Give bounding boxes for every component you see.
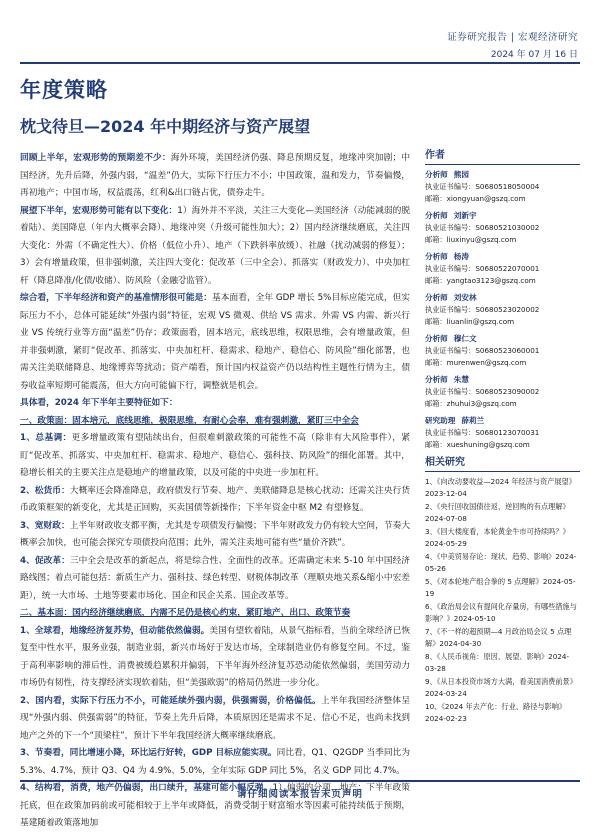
author-title xyxy=(425,251,580,263)
section-heading: 二、基本面：国内经济继续磨底，内需不足仍是核心约束，紧盯地产、出口、政策节奏 xyxy=(20,608,351,618)
author-card xyxy=(425,210,580,246)
related-item[interactable]: 5、《对本轮地产组合拳的 5 点理解》2024-05-19 xyxy=(425,577,576,598)
item-body: 1）偏弱的分项，地产：下半年政策托底，但在政策加码前或可能相较于上半年或降低，消费受制于财富缩水等因素可能持续低于预期，基建随着政策落地加 xyxy=(20,783,410,828)
paragraph xyxy=(20,203,410,291)
email-label: 邮箱： xyxy=(425,276,447,285)
item-lead: 1、全球看，地缘经济复苏势，但动能依然偏弱。 xyxy=(20,625,210,636)
email-label: 邮箱： xyxy=(425,194,447,203)
author-email xyxy=(425,357,580,369)
author-email xyxy=(425,398,580,410)
item-lead: 1、总基调： xyxy=(20,433,72,443)
specific-label: 具体看，2024 年下半年主要特征如下： xyxy=(20,398,178,408)
email-label: 邮箱： xyxy=(425,235,447,244)
item-body: 更多增量政策有望陆续出台，但很难刺激政策的可能性不高（除非有大风险事件），紧盯“促改革、抓落实、中央加杠杆、稳需求、稳地产、稳信心、强科技、防风险”的细化部署。其中，稳增长相关的主要关注点是稳地产的增量政策，以及可能的中央进一步加杠杆。 xyxy=(20,433,411,478)
cert-label: 执业证书编号： xyxy=(425,182,476,191)
cert-number: S0680523090002 xyxy=(475,387,540,396)
section-heading: 一、政策面：固本培元，底线思维，极限思维，有耐心会奉，难有强刺激，紧盯三中全会 xyxy=(20,415,359,426)
item-lead: 4、结构看，消费，地产仍偏弱，出口续升，基建可能小幅反弹。 xyxy=(20,783,273,793)
author-name: 薛莉兰 xyxy=(461,416,485,425)
author-role: 分析师 xyxy=(425,211,448,220)
item-body: 同比看，Q1、Q2GDP 当季同比为 5.3%、4.7%，预计 Q3、Q4 为 4.9%、5.0%，全年实际 GDP 同比 5%，名义 GDP 同比 4.7%。 xyxy=(20,748,411,776)
author-cert xyxy=(425,263,580,275)
author-title xyxy=(425,210,580,222)
section-item xyxy=(20,483,410,518)
item-lead: 2、松货币： xyxy=(20,485,70,496)
email-label: 邮箱： xyxy=(425,399,447,408)
related-item[interactable]: 1、《向改动要收益—2024 年经济与资产展望》2023-12-04 xyxy=(425,477,576,498)
doc-type-heading: 年度策略 xyxy=(20,78,108,102)
cert-number: S0680518050004 xyxy=(475,182,540,191)
email-address[interactable]: zhuhui3@gszq.com xyxy=(446,399,517,408)
author-card xyxy=(425,333,580,369)
report-date: 2024 年 07 月 16 日 xyxy=(490,50,578,60)
related-item[interactable]: 9、《从日本投资市场方大满，看美国消费前景》2024-03-24 xyxy=(425,677,577,698)
author-role: 分析师 xyxy=(425,334,448,343)
email-label: 邮箱： xyxy=(425,358,447,367)
paragraph xyxy=(20,290,410,395)
author-role: 研究助理 xyxy=(425,416,456,425)
email-address[interactable]: murenwen@gszq.com xyxy=(446,358,527,367)
author-cert xyxy=(425,181,580,193)
related-item[interactable]: 2、《央行回收国债往返、逆回购的有点理解》2024-07-08 xyxy=(425,502,570,523)
footer-disclaimer: 请仔细阅读本报告末页声明 xyxy=(236,789,363,800)
cert-number: S0680123070031 xyxy=(475,428,540,437)
author-email xyxy=(425,439,580,451)
paragraph xyxy=(20,150,410,203)
cert-number: S0680523060001 xyxy=(475,346,540,355)
author-card xyxy=(425,251,580,287)
author-title xyxy=(425,169,580,181)
email-address[interactable]: liuanlin@gszq.com xyxy=(446,317,515,326)
paragraph-body: 海外环境，美国经济仍强、降息预期反复，地缘冲突加剧；中国经济，先升后降，外强内弱，“温差”仍大，实际下行压力不小；中国政策，温和发力，节奏偏慢，再初地产；中国市场，权益震荡，红利&出口链占优，债券走牛。 xyxy=(20,153,411,198)
author-title xyxy=(425,415,580,427)
author-name: 穆仁文 xyxy=(453,334,477,343)
author-name: 刘安林 xyxy=(453,293,477,302)
author-name: 杨涛 xyxy=(453,252,469,261)
related-item[interactable]: 6、《政治局会议有提间化存量房，有哪些措施与影响？》2024-05-10 xyxy=(425,602,577,623)
author-cert xyxy=(425,222,580,234)
author-role: 分析师 xyxy=(425,293,448,302)
author-card xyxy=(425,292,580,328)
item-lead: 3、宽财政： xyxy=(20,520,70,531)
related-item[interactable]: 10、《2024 年去产化：行业、路径与影响》2024-02-23 xyxy=(425,702,567,723)
author-card xyxy=(425,374,580,410)
author-cert xyxy=(425,386,580,398)
report-category: 证券研究报告 | 宏观经济研究 xyxy=(447,32,578,43)
author-cert xyxy=(425,427,580,439)
email-address[interactable]: yangtao3123@gszq.com xyxy=(446,276,536,285)
item-body: 上半年财政收支都平衡，尤其是专项债发行偏慢；下半年财政发力仍有较大空间，节奏大概率会加快，也可能会探究专项债投向范围；此外，需关注卖地可能有些“量价齐跌”。 xyxy=(20,520,411,548)
author-name: 熊园 xyxy=(453,170,469,179)
author-cert xyxy=(425,345,580,357)
sidebar xyxy=(425,150,580,775)
cert-label: 执业证书编号： xyxy=(425,346,476,355)
item-lead: 2、国内看，实际下行压力不小，可能延续外强内弱，供强需弱，价格偏低。 xyxy=(20,695,321,706)
section-item xyxy=(20,430,410,483)
item-body: 美国有望软着陆，从景气指标看，当前全球经济已恢复至中性水平，服务业强，制造业弱，新兴市场好于发达市场，全球制造业仍有修复空间。不过，鉴于高利率影响的滞后性，消费被缓趋累积并偏弱，下半年海外经济复苏恐动能依然偏弱，美国劳动力市场仍有韧性，待支撑经济实现软着陆，但“美强欧弱”的格局仍然进一步分化。 xyxy=(20,625,411,688)
author-role: 分析师 xyxy=(425,170,448,179)
author-role: 分析师 xyxy=(425,252,448,261)
paragraph-body: 1）海外并不平淡，关注三大变化—美国经济（动能减弱的脱着陆）、美国降息（年内大概率会降）、地缘冲突（升级可能性加大）；2）国内经济继续磨底，关注四大变化：外需（不确定性大）、价格（低位小升）、地产（下跌斜率放缓）、社融（扰动减弱的修复）；3）会有增量政策，但非强刺激，关注四大变化：促改革（三中全会）、抓落实（财政发力）、中央加杠杆（降息降准/化债/收储）、防风险（金融강监管）。 xyxy=(20,205,411,286)
related-item[interactable]: 7、《不一样的超预期—4 月政治局会议 5 点理解》2024-04-30 xyxy=(425,627,572,648)
author-title xyxy=(425,292,580,304)
author-card xyxy=(425,169,580,205)
author-role: 分析师 xyxy=(425,375,448,384)
paragraph-body: 基本面看，全年 GDP 增长 5%目标应能完成，但实际压力不小，总体可能延续“外强内弱”特征，宏观 VS 微观、供给 VS 需求、外需 VS 内需、新兴行业 VS 传统行业等方面“温差”仍存；政策面看，固本培元，底线思维，权限思维，会有增量政策，但并非强刺激，紧盯“促改革、抓落实、中央加杠杆、稳需求、稳地产、稳信心、防风险”细化部署，也需关注美联储降息、地缘博弈等扰动；资产端看，预计国内权益资产仍以结构性主题性行情为主，债券收益率短期可能震荡，但大方向可能偏下行，调整就是机会。 xyxy=(20,293,410,391)
cert-label: 执业证书编号： xyxy=(425,223,476,232)
page-title: 枕戈待旦—2024 年中期经济与资产展望 xyxy=(20,117,311,136)
item-lead: 3、节奏看，同比增速小降，环比运行好转，GDP 目标应能实现。 xyxy=(20,748,277,758)
paragraph-lead: 展望下半年，宏观形势可能有以下变化： xyxy=(20,205,178,216)
paragraph-lead: 综合看，下半年经济和资产的基准情形很可能是： xyxy=(20,293,213,303)
email-label: 邮箱： xyxy=(425,317,447,326)
section-item xyxy=(20,518,410,553)
item-lead: 4、促改革： xyxy=(20,555,70,566)
author-name: 刘新宇 xyxy=(453,211,477,220)
section-item xyxy=(20,745,410,780)
author-email xyxy=(425,193,580,205)
cert-label: 执业证书编号： xyxy=(425,428,476,437)
email-label: 邮箱： xyxy=(425,440,447,449)
cert-label: 执业证书编号： xyxy=(425,305,476,314)
related-item[interactable]: 8、《人民币视角：原因、展望、影响》2024-03-28 xyxy=(425,652,570,673)
author-card xyxy=(425,415,580,451)
author-email xyxy=(425,234,580,246)
email-address[interactable]: liuxinyu@gszq.com xyxy=(446,235,517,244)
email-address[interactable]: xiongyuan@gszq.com xyxy=(446,194,526,203)
item-body: 大概率还会降准降息，政府债发行节奏、地产、美联储降息是核心扰动；还需关注央行货币政策框架的新变化，尤其是正回购，买卖国债等新操作；下半年资金中枢 M2 有望修复。 xyxy=(20,485,411,513)
item-body: 三中全会是改革的新起点，将是综合性、全面性的改革。还需确定未来 5-10 年中国经济路线图；着点可能包括：新质生产力、强科技、绿色转型、财税体制改革（理顺央地关系&缩小中宏差距），统一大市场、土地等要素市场化、国企和民企关系、国企改革等。 xyxy=(20,555,410,601)
related-item[interactable]: 3、《回大楼度看，本轮黄金牛市可持续吗？》2024-05-29 xyxy=(425,527,570,548)
related-header: 相关研究 xyxy=(425,457,580,472)
footer-divider xyxy=(20,780,580,782)
cert-number: S0680523020002 xyxy=(475,305,540,314)
authors-header: 作者 xyxy=(425,150,580,165)
cert-number: S0680521030002 xyxy=(475,223,540,232)
header-divider xyxy=(20,62,580,64)
section-item xyxy=(20,623,410,693)
author-name: 朱慧 xyxy=(453,375,469,384)
section-item xyxy=(20,693,410,746)
cert-label: 执业证书编号： xyxy=(425,264,476,273)
author-title xyxy=(425,333,580,345)
cert-label: 执业证书编号： xyxy=(425,387,476,396)
cert-number: S0680522070001 xyxy=(475,264,540,273)
author-email xyxy=(425,316,580,328)
author-email xyxy=(425,275,580,287)
related-list xyxy=(425,476,580,724)
email-address[interactable]: xueshuning@gszq.com xyxy=(446,440,530,449)
section-item xyxy=(20,553,410,606)
author-cert xyxy=(425,304,580,316)
item-body: 上半年我国经济整体呈现“外强内弱、供强需弱”的特征，节奏上先升后降，本质原因还是需求不足、信心不足，也尚未找到地产之外的下一个“顶梁柱”，预计下半年我国经济大概率继续磨底。 xyxy=(20,695,411,741)
related-item[interactable]: 4、《中美贸易存论：现状、趋势、影响》2024-05-26 xyxy=(425,552,577,573)
author-title xyxy=(425,374,580,386)
paragraph-lead: 回顾上半年，宏观形势的预期差不少： xyxy=(20,153,171,163)
